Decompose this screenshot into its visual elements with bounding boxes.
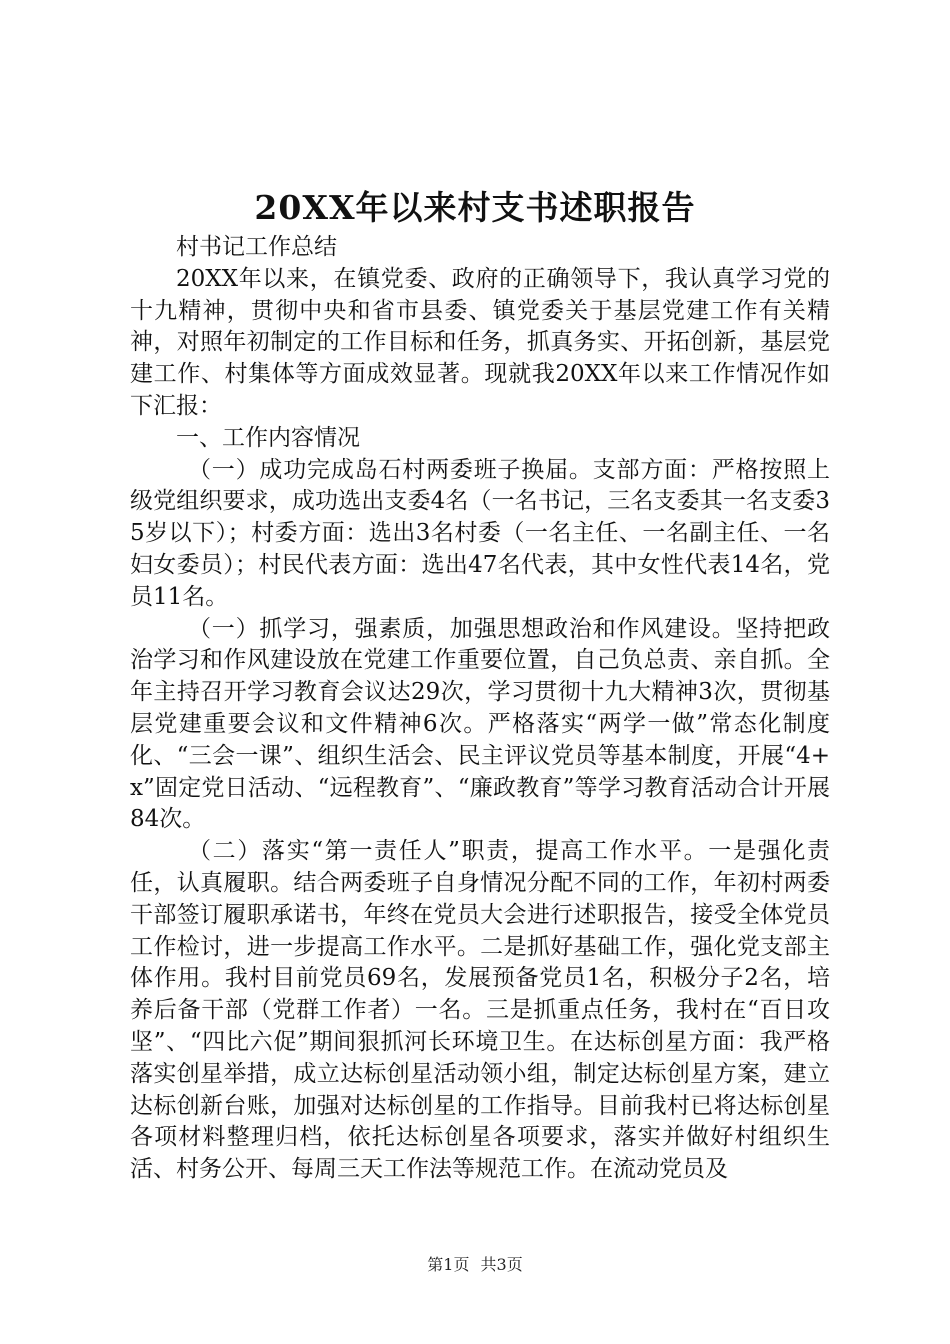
page-number: 第1页 bbox=[427, 1255, 470, 1274]
paragraph-item-2: （一）抓学习，强素质，加强思想政治和作风建设。坚持把政治学习和作风建设放在党建工作重要位置，自己负总责、亲自抓。全年主持召开学习教育会议达29次，学习贯彻十九大精神3次，贯彻基层党建重要会议和文件精神6次。严格落实“两学一做”常态化制度化、“三会一课”、组织生活会、民主评议党员等基本制度，开展“4+x”固定党日活动、“远程教育”、“廉政教育”等学习教育活动合计开展84次。 bbox=[130, 615, 830, 833]
section-heading: 一、工作内容情况 bbox=[176, 424, 360, 451]
document-title: 20XX年以来村支书述职报告 bbox=[254, 188, 696, 227]
paragraph-item-1: （一）成功完成岛石村两委班子换届。支部方面：严格按照上级党组织要求，成功选出支委4名（一名书记，三名支委其一名支委35岁以下）；村委方面：选出3名村委（一名主任、一名副主任、一名妇女委员）；村民代表方面：选出47名代表，其中女性代表14名，党员11名。 bbox=[130, 456, 830, 610]
paragraph-subtitle: 村书记工作总结 bbox=[176, 234, 337, 260]
document-body bbox=[130, 232, 830, 1186]
page-footer bbox=[0, 1252, 950, 1275]
page-total: 共3页 bbox=[480, 1255, 523, 1274]
paragraph-item-3: （二）落实“第一责任人”职责，提高工作水平。一是强化责任，认真履职。结合两委班子自身情况分配不同的工作，年初村两委干部签订履职承诺书，年终在党员大会进行述职报告，接受全体党员工作检讨，进一步提高工作水平。二是抓好基础工作，强化党支部主体作用。我村目前党员69名，发展预备党员1名，积极分子2名，培养后备干部（党群工作者）一名。三是抓重点任务，我村在“百日攻坚”、“四比六促”期间狠抓河长环境卫生。在达标创星方面：我严格落实创星举措，成立达标创星活动领小组，制定达标创星方案，建立达标创新台账，加强对达标创星的工作指导。目前我村已将达标创星各项材料整理归档，依托达标创星各项要求，落实并做好村组织生活、村务公开、每周三天工作法等规范工作。在流动党员及 bbox=[130, 838, 830, 1183]
paragraph-intro: 20XX年以来，在镇党委、政府的正确领导下，我认真学习党的十九精神，贯彻中央和省市县委、镇党委关于基层党建工作有关精神，对照年初制定的工作目标和任务，抓真务实、开拓创新，基层党建工作、村集体等方面成效显著。现就我20XX年以来工作情况作如下汇报： bbox=[130, 265, 830, 419]
